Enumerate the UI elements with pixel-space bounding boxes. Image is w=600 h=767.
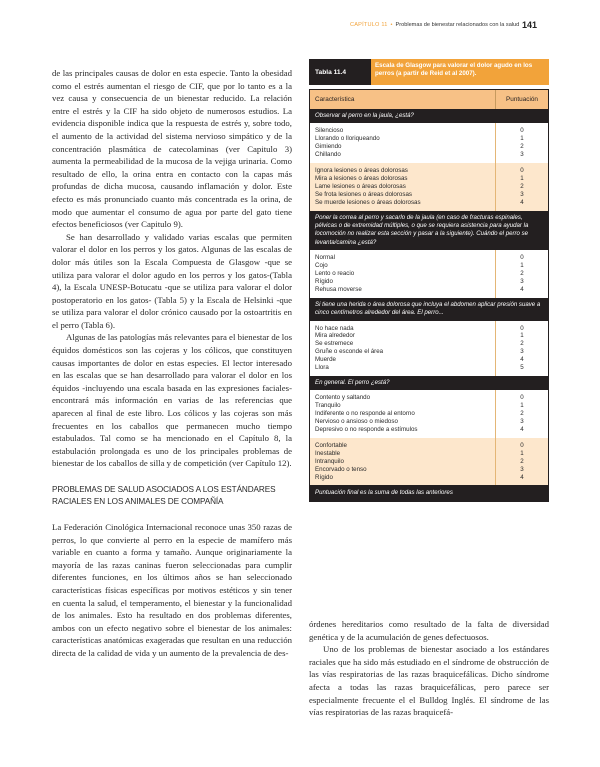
running-head [350,22,550,36]
table-row-group [310,438,548,486]
section-heading: PROBLEMAS DE SALUD ASOCIADOS A LOS ESTÁNDARES RACIALES EN LOS ANIMALES DE COMPAÑÍA [52,485,276,506]
table-row-label: Normal [315,254,335,262]
table-row-label: Confortable [315,441,347,449]
table-row-group [310,123,548,163]
body-paragraph: Uno de los problemas de bienestar asociado a los estándares raciales que ha sido más estudiado en el síndrome de obstrucción de las vías respiratorias de las razas braquicefálicas. Dicho síndrome afecta a todas las razas braquicefálicas, pero parece ser especialmente frecuente el el Bulldog Inglés. El síndrome de las vías respiratorias de las razas braquicefá- [309,644,549,718]
table-row-label: Mira a lesiones o áreas dolorosas [315,174,408,182]
table-row-score: 4 [520,198,524,206]
table-caption: Escala de Glasgow para valorar el dolor agudo en los perros (a partir de Reid et al 2007). [371,59,549,85]
score-cell [496,390,548,438]
body-paragraph: órdenes hereditarios como resultado de la falta de diversidad genética y de la acumulación de genes defectuosos. [309,619,549,642]
table-row-group [310,250,548,298]
table-row-score: 4 [520,473,524,481]
table-row-score: 2 [520,340,524,348]
table-number: Tabla 11.4 [309,59,371,85]
table-row-score: 0 [520,254,524,262]
table-row-label: Cojo [315,262,328,270]
table-row-score: 1 [520,174,524,182]
table-row-score: 0 [520,394,524,402]
chapter-title: Problemas de bienestar relacionados con la salud [395,22,520,28]
table-row-score: 3 [520,190,524,198]
table-section-heading: En general. El perro ¿está? [310,376,548,390]
table-row-label: Gimiendo [315,143,342,151]
table-row-label: Silencioso [315,127,344,135]
table-row-label: Mira alrededor [315,332,355,340]
table-row-group [310,163,548,211]
table-row-label: Llora [315,364,329,372]
table-row-score: 1 [520,402,524,410]
page-number: 141 [522,20,538,30]
left-text-column [52,67,292,660]
table-row-label: Nervioso o ansioso o miedoso [315,418,398,426]
table-header-row [310,89,548,109]
table-row-label: Ignora lesiones o áreas dolorosas [315,167,408,175]
score-cell [496,163,548,211]
characteristic-cell [310,123,496,163]
characteristic-cell [310,321,496,376]
body-paragraph: Se han desarrollado y validado varias escalas que permiten valorar el dolor en los perros y los gatos. Algunas de las escalas de dolor más útiles son la Escala Compuesta de Glasgow -que se utiliza para valorar el dolor agudo en los perros y los gatos-(Tabla 4), la Escala UNESP-Botucatu -que se utiliza para valorar el dolor postoperatorio en los gatos- (Tabla 5) y la Escala de Helsinki -que se utiliza para valorar el dolor crónico causado por la ostoartritis en el perro (Tabla 6). [52,231,292,330]
table-row-group [310,390,548,438]
score-cell [496,123,548,163]
table-row-label: Encorvado o tenso [315,465,367,473]
table-row-label: Se muerde lesiones o áreas dolorosas [315,198,421,206]
table-row-score: 2 [520,410,524,418]
table-row-label: Chillando [315,151,341,159]
table-row-score: 1 [520,332,524,340]
table-section-heading: Observar al perro en la jaula, ¿está? [310,109,548,123]
column-header-characteristic: Característica [310,90,496,109]
table-row-score: 0 [520,441,524,449]
table-row-label: Gruñe o esconde el área [315,348,384,356]
table-sections [310,109,548,485]
table-title-bar [309,59,549,85]
characteristic-cell [310,250,496,298]
table-row-score: 3 [520,151,524,159]
table-row-score: 3 [520,348,524,356]
glasgow-pain-table [309,59,549,502]
table-row-score: 0 [520,167,524,175]
table-row-score: 0 [520,127,524,135]
table-row-label: Rígido [315,277,333,285]
body-paragraph: de las principales causas de dolor en esta especie. Tanto la obesidad como el estrés aumentan el riesgo de CIF, que por lo tanto es a la vez causa y consecuencia de un bienestar reducido. La relación entre el estrés y la CIF ha sido objeto de numerosos estudios. La evidencia disponible indica que la respuesta de estrés y, sobre todo, el aumento de la actividad del sistema nervioso simpático y de la concentración plasmática de catecolaminas (ver Capitulo 3) aumenta la permeabilidad de la mucosa de la vejiga urinaria. Como resultado de ello, la orina entra en contacto con la capas más profundas de dicha mucosa, causando inflamación y dolor. Este efecto es más pronunciado cuanto más concentrada es la orina, de modo que aumentar el consumo de agua por parte del gato tiene efectos beneficiosos (ver Capitulo 9). [52,68,292,230]
table-row-score: 3 [520,465,524,473]
table-row-label: Se estremece [315,340,354,348]
chapter-label: CAPÍTULO 11 [350,22,388,28]
table-row-label: Tranquilo [315,402,341,410]
table-row-score: 2 [520,457,524,465]
characteristic-cell [310,438,496,486]
score-cell [496,321,548,376]
characteristic-cell [310,163,496,211]
table-row-group [310,321,548,376]
score-cell [496,438,548,486]
table-row-label: Rehusa moverse [315,285,362,293]
characteristic-cell [310,390,496,438]
table-row-score: 2 [520,143,524,151]
table-row-label: Lento o reacio [315,270,355,277]
table-section-heading: Poner la correa al perro y sacarlo de la jaula (en caso de fracturas espinales, pélvicas o de extremidad múltiples, o que se requiera asistencia para ayudar la locomoción no realizar esta sección y pasar a la siguiente). Cuándo el perro se levanta/camina ¿está? [310,211,548,251]
body-paragraph: La Federación Cinológica Internacional reconoce unas 350 razas de perros, lo que convierte al perro en la especie de mamífero más variable en cuanto a forma y tamaño. Aunque originariamente la mayoría de las razas caninas fueron seleccionadas para cumplir diferentes funciones, en los últimos años se han seleccionado características físicas específicas por motivos estéticos y sin tener en cuenta la salud, el temperamento, el bienestar y la funcionalidad de los animales. Esto ha resultado en dos problemas diferentes, ambos con un efecto negativo sobre el bienestar de los animales: características anatómicas exageradas que resultan en una reducción directa de la calidad de vida y un aumento de la prevalencia de des- [52,522,292,658]
table-footer: Puntuación final es la suma de todas las anteriores [310,485,548,501]
table-row-score: 0 [520,324,524,332]
table-row-score: 5 [520,364,524,372]
column-header-score: Puntuación [506,96,538,103]
table-row-score: 1 [520,262,524,270]
table-row-label: Depresivo o no responde a estímulos [315,426,418,433]
table-row-score: 4 [520,356,524,364]
body-paragraph: Algunas de las patologías más relevantes para el bienestar de los équidos domésticos son las cojeras y los cólicos, que constituyen causas importantes de dolor en estas especies. El lector interesado en las escalas que se han desarrollado para valorar el dolor en los équidos -incluyendo una escala basada en las expresiones faciales- encontrará más información en varias de las referencias que aparecen al final de este libro. Los cólicos y las cojeras son más frecuentes en los caballos que permanecen mucho tiempo estabulados. Tal como se ha mencionado en el Capítulo 8, la estabulación prolongada es uno de los principales problemas de bienestar de los caballos de silla y de competición (ver Capítulo 12). [52,332,292,469]
table-row-score: 1 [520,135,524,143]
table-row-label: Inestable [315,449,341,457]
table-row-label: Lame lesiones o áreas dolorosas [315,182,406,190]
table-row-label: Muerde [315,356,336,364]
table-row-score: 2 [520,182,524,190]
table-row-label: Llorando o lloriqueando [315,135,380,143]
table-section-heading: Si tiene una herida o área dolorosa que incluya el abdomen aplicar presión suave a cinco centímetros alrededor del área. El perro... [310,298,548,321]
table-row-label: No hace nada [315,324,354,332]
table-row-label: Se frota lesiones o áreas dolorosas [315,190,412,198]
table-row-label: Indiferente o no responde al entorno [315,410,415,418]
table-body [309,89,549,502]
table-row-score: 3 [520,277,524,285]
table-row-score: 1 [520,449,524,457]
table-row-score: 2 [520,270,524,277]
table-row-score: 3 [520,418,524,426]
table-row-label: Rígido [315,473,333,481]
table-row-label: Intranquilo [315,457,344,465]
separator-bullet: • [390,22,393,28]
table-row-score: 4 [520,285,524,293]
table-row-label: Contento y saltando [315,394,371,402]
score-cell [496,250,548,298]
table-row-score: 4 [520,426,524,433]
right-text-column [309,618,549,719]
